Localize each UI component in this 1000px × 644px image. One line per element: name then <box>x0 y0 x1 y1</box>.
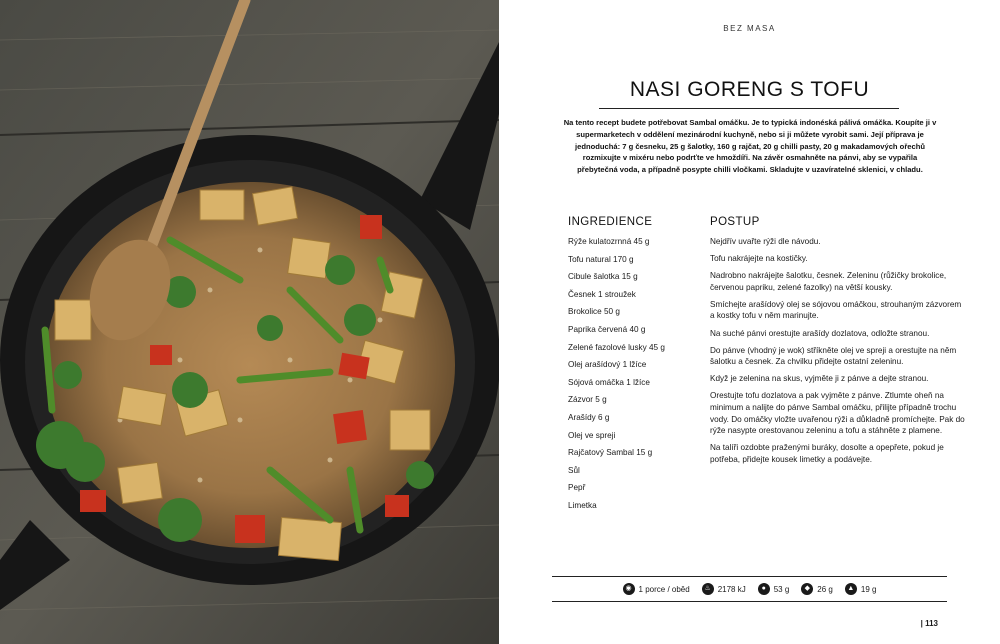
recipe-title: NASI GORENG S TOFU <box>629 78 870 101</box>
method-step: Do pánve (vhodný je wok) stříkněte olej ve spreji a orestujte na něm šalotku a česnek. Za chvilku přidejte ostatní zeleninu. <box>710 345 957 367</box>
ingredient-item: Olej ve spreji <box>568 430 616 440</box>
ingredient-item: Sójová omáčka 1 lžíce <box>568 377 650 387</box>
ingredient-item: Česnek 1 stroužek <box>568 289 636 299</box>
ingredient-item: Tofu natural 170 g <box>568 254 634 264</box>
ingredient-item: Limetka <box>568 500 597 510</box>
ingredient-item: Paprika červená 40 g <box>568 324 646 334</box>
method-step: Orestujte tofu dozlatova a pak vyjměte z pánve. Ztlumte oheň na minimum a nalijte do pánve Sambal omáčku, přilijte případně trochu vody. Do omáčky vložte uvařenou rýži a důkladně promíchejte. Pak do rýže nasypte orestovanou zeleninu a tofu a stáhněte z plamene. <box>710 391 965 436</box>
nutrition-carbs <box>845 583 877 595</box>
recipe-page <box>499 0 1000 644</box>
section-label: BEZ MASA <box>723 24 776 33</box>
nutrition-energy <box>702 583 746 595</box>
page-number: | 113 <box>920 619 938 628</box>
ingredient-item: Olej arašídový 1 lžíce <box>568 360 647 370</box>
fat-icon: ◆ <box>801 583 813 595</box>
nutrition-portion <box>623 583 690 595</box>
food-photo <box>0 0 499 644</box>
ingredient-item: Arašídy 6 g <box>568 412 610 422</box>
carbs-icon: ▲ <box>845 583 857 595</box>
method-step: Smíchejte arašídový olej se sójovou omáčkou, strouhaným zázvorem a kostky tofu v něm marinujte. <box>710 299 962 321</box>
ingredient-item: Brokolice 50 g <box>568 307 620 317</box>
method-steps <box>710 236 965 471</box>
ingredient-item: Zázvor 5 g <box>568 395 607 405</box>
nutrition-value: 1 porce / oběd <box>638 584 690 594</box>
ingredient-item: Sůl <box>568 465 580 475</box>
nutrition-value: 2178 kJ <box>717 584 746 594</box>
method-step: Na talíři ozdobte praženými buráky, dosolte a opepřete, pokud je potřeba, přidejte kousek limetky a podávejte. <box>710 443 944 464</box>
flame-icon: ♨ <box>702 583 714 595</box>
title-divider <box>599 108 899 109</box>
ingredient-item: Rajčatový Sambal 15 g <box>568 448 653 458</box>
recipe-intro: Na tento recept budete potřebovat Sambal omáčku. Je to typická indonéská pálivá omáčka. Koupíte ji v supermarketech v oddělení mezinárodní kuchyně, nebo si ji můžete vyrobit sami. Její příprava je jednoduchá: 7 g česneku, 25 g šalotky, 160 g rajčat, 20 g chilli pasty, 20 g makadamových ořechů rozmixujte v mixéru nebo podrťte ve hmoždíři. Na závěr osmahněte na pánvi, aby se vypařila přebytečná voda, a případně posypte chilli vločkami. Skladujte v uzavíratelné sklenici, v chladu. <box>563 118 937 175</box>
nutrition-value: 26 g <box>817 584 833 594</box>
ingredients-list <box>568 236 698 518</box>
ingredients-heading: INGREDIENCE <box>568 216 653 228</box>
method-step: Nadrobno nakrájejte šalotku, česnek. Zeleninu (růžičky brokolice, červenou papriku, zelené fazolky) na větší kousky. <box>710 271 947 292</box>
nutrition-value: 19 g <box>860 584 877 594</box>
nutrition-fat <box>801 583 833 595</box>
nutrition-value: 53 g <box>773 584 790 594</box>
protein-icon: ● <box>758 583 770 595</box>
method-step: Tofu nakrájejte na kostičky. <box>710 254 808 264</box>
method-step: Nejdřív uvařte rýži dle návodu. <box>710 237 821 246</box>
ingredient-item: Zelené fazolové lusky 45 g <box>568 342 665 352</box>
ingredient-item: Pepř <box>568 483 586 493</box>
ingredient-item: Rýže kulatozrnná 45 g <box>568 237 650 246</box>
plate-icon: ◉ <box>623 583 635 595</box>
nutrition-bar <box>552 576 947 602</box>
ingredient-item: Cibule šalotka 15 g <box>568 272 638 282</box>
method-heading: POSTUP <box>710 216 760 228</box>
method-step: Když je zelenina na skus, vyjměte ji z pánve a dejte stranou. <box>710 374 929 384</box>
nutrition-protein <box>758 583 790 595</box>
method-step: Na suché pánvi orestujte arašídy dozlatova, odložte stranou. <box>710 328 930 338</box>
